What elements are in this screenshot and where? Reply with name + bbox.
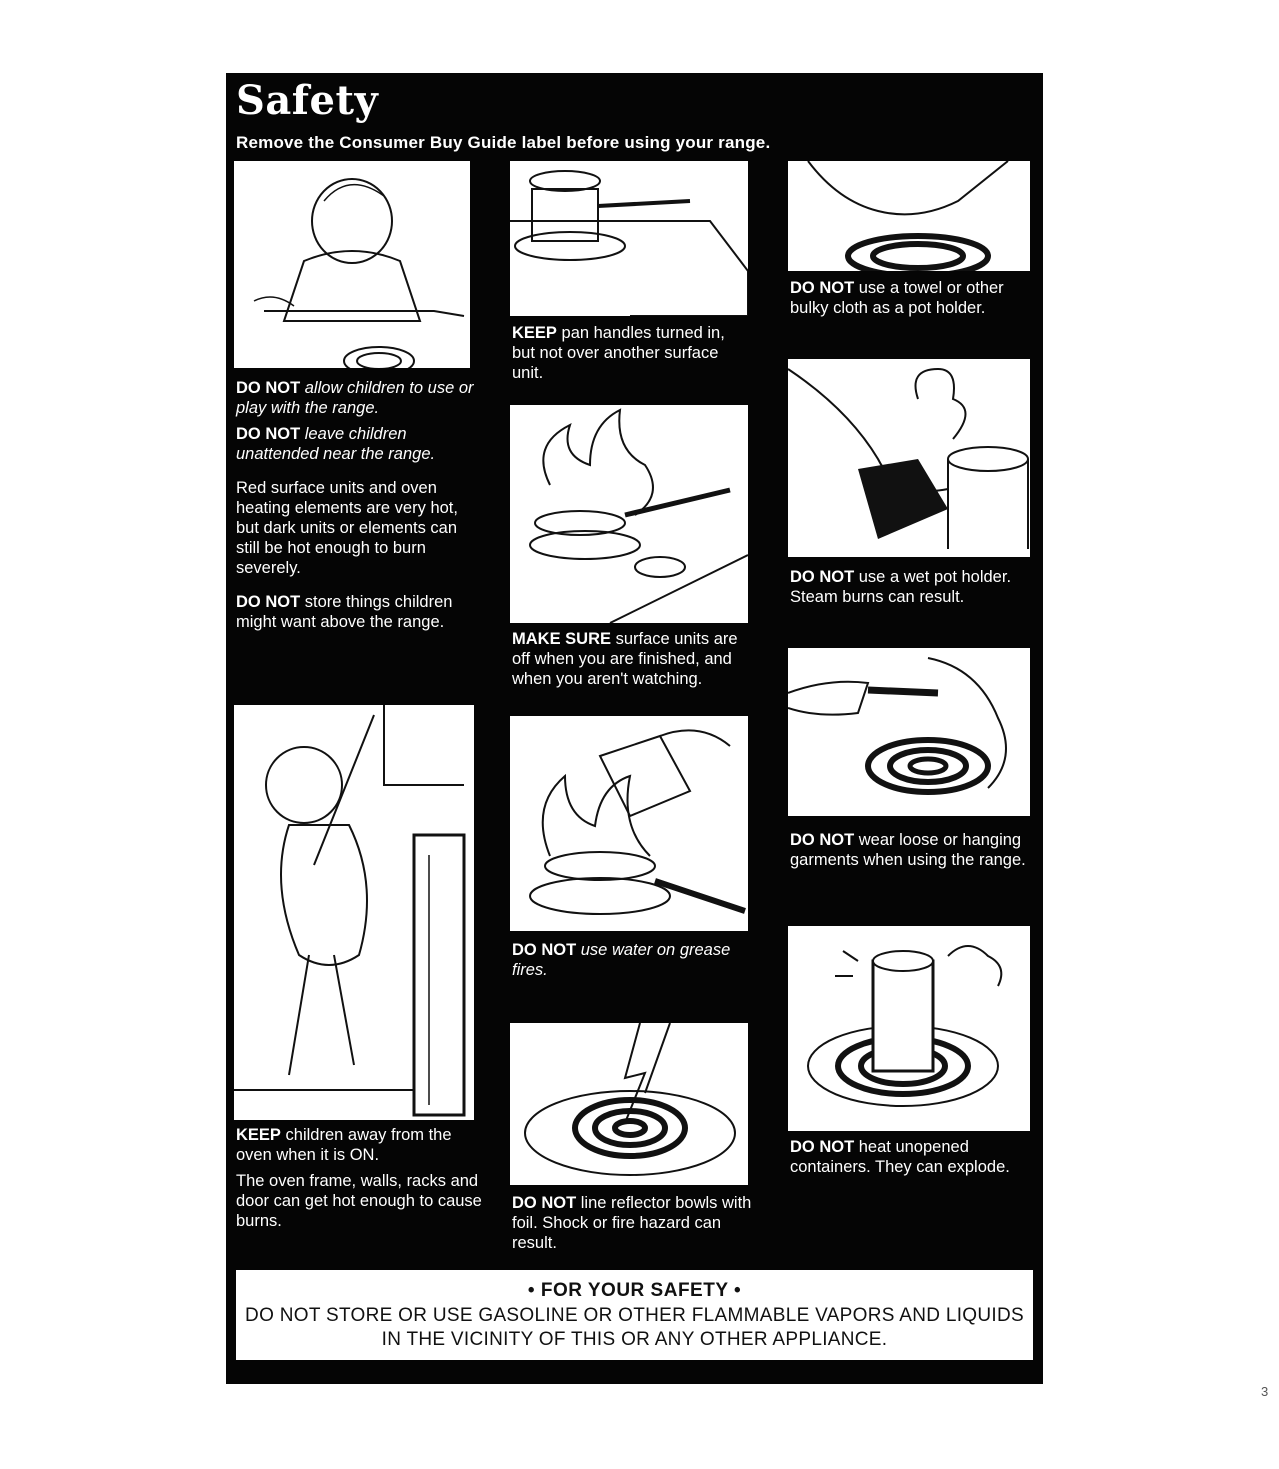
banner-text (236, 1304, 1033, 1352)
caption-garments (790, 830, 1030, 876)
caption-keyword: DO NOT (790, 831, 855, 849)
foil-reflector-drawing (510, 1023, 748, 1185)
water-on-grease-fire-drawing (510, 716, 748, 931)
caption-text: allow children to use or play with the range. (236, 379, 474, 417)
caption-text: pan handles turned in, but not over another surface unit. (512, 324, 725, 382)
wet-pot-holder-illustration (788, 359, 1030, 557)
caption-keyword: DO NOT (236, 593, 301, 611)
caption-text: store things children might want above the range. (236, 593, 453, 631)
caption-keyword: KEEP (512, 324, 557, 342)
child-near-oven-illustration (234, 705, 474, 1120)
caption-text: surface units are off when you are finished, and when you aren't watching. (512, 630, 738, 688)
towel-pot-holder-illustration (788, 161, 1030, 271)
caption-keyword: DO NOT (790, 1138, 855, 1156)
safety-warning-banner (236, 1270, 1033, 1360)
pan-handle-drawing (510, 161, 748, 316)
caption-keyword: DO NOT (236, 425, 301, 443)
caption-text: wear loose or hanging garments when using the range. (790, 831, 1026, 869)
child-at-range-drawing (234, 161, 470, 368)
caption-keyword: DO NOT (512, 1194, 577, 1212)
safety-panel (226, 73, 1043, 1384)
wet-pot-holder-drawing (788, 359, 1030, 557)
child-at-range-illustration (234, 161, 470, 368)
caption-text: use water on grease fires. (512, 941, 731, 979)
page-number: 3 (1261, 1384, 1269, 1399)
unopened-container-drawing (788, 926, 1030, 1131)
caption-hot-units: Red surface units and oven heating elements are very hot, but dark units or elements can still be hot enough to burn severely. (236, 479, 458, 577)
caption-keyword: DO NOT (236, 379, 301, 397)
banner-line-2: IN THE VICINITY OF THIS OR ANY OTHER APPLIANCE. (381, 1329, 888, 1350)
towel-pot-holder-drawing (788, 161, 1030, 271)
caption-oven-on (236, 1125, 486, 1237)
caption-keyword: MAKE SURE (512, 630, 612, 648)
child-near-oven-drawing (234, 705, 474, 1120)
page-subtitle: Remove the Consumer Buy Guide label before using your range. (236, 133, 771, 152)
caption-text: heat unopened containers. They can explode. (790, 1138, 1010, 1176)
caption-text: children away from the oven when it is ON. (236, 1126, 452, 1164)
caption-text: use a wet pot holder. Steam burns can result. (790, 568, 1012, 606)
water-on-grease-fire-illustration (510, 716, 748, 931)
banner-line-1: DO NOT STORE OR USE GASOLINE OR OTHER FLAMMABLE VAPORS AND LIQUIDS (245, 1305, 1024, 1326)
unopened-container-illustration (788, 926, 1030, 1131)
banner-heading: • FOR YOUR SAFETY • (527, 1280, 742, 1301)
caption-text: leave children unattended near the range. (236, 425, 436, 463)
caption-foil (512, 1193, 752, 1259)
page-title: Safety (236, 77, 379, 124)
caption-keyword: DO NOT (790, 568, 855, 586)
flaming-pan-illustration (510, 405, 748, 623)
caption-pan-handles (512, 323, 752, 389)
caption-towel (790, 278, 1030, 324)
caption-text: use a towel or other bulky cloth as a pot holder. (790, 279, 1004, 317)
pan-handle-illustration (510, 161, 748, 316)
loose-garments-illustration (788, 648, 1030, 816)
caption-water-grease (512, 940, 752, 986)
foil-reflector-illustration (510, 1023, 748, 1185)
caption-oven-frame: The oven frame, walls, racks and door can get hot enough to cause burns. (236, 1172, 482, 1230)
caption-keyword: DO NOT (512, 941, 577, 959)
caption-units-off (512, 629, 752, 695)
caption-wet-holder (790, 567, 1030, 613)
loose-garments-drawing (788, 648, 1030, 816)
caption-children-range (236, 378, 476, 638)
caption-keyword: DO NOT (790, 279, 855, 297)
caption-keyword: KEEP (236, 1126, 281, 1144)
caption-text: line reflector bowls with foil. Shock or fire hazard can result. (512, 1194, 752, 1252)
flaming-pan-drawing (510, 405, 748, 623)
caption-containers (790, 1137, 1030, 1183)
